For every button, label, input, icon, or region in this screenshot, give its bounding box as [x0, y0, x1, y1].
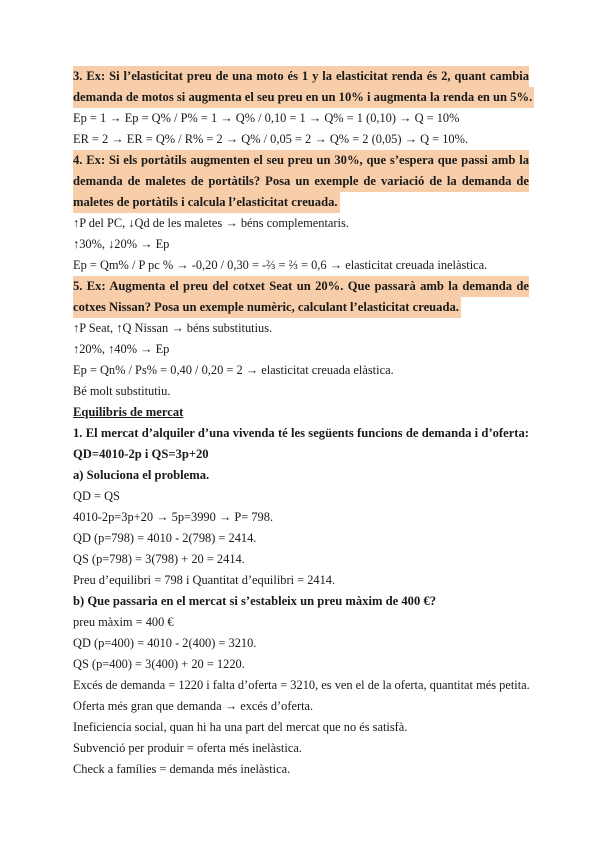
ex1-a-line3: QD (p=798) = 4010 - 2(798) = 2414. — [73, 531, 257, 545]
q3-answer-line1: Ep = 1 → Ep = Q% / P% = 1 → Q% / 0,10 = 1 → Q% = 1 (0,10) → Q = 10% — [73, 111, 460, 125]
document-page — [73, 66, 533, 780]
q5-answer-line3: Ep = Qn% / Ps% = 0,40 / 0,20 = 2 → elasticitat creuada elàstica. — [73, 363, 394, 377]
q4-answer-line3: Ep = Qm% / P pc % → -0,20 / 0,30 = -⅔ = ⅔ = 0,6 → elasticitat creuada inelàstica. — [73, 258, 488, 272]
ex1-b-line3: QS (p=400) = 3(400) + 20 = 1220. — [73, 657, 245, 671]
q4-heading-line2: demanda de maletes de portàtils? Posa un exemple de variació de la demanda de — [73, 171, 529, 192]
ex1-b-line2: QD (p=400) = 4010 - 2(400) = 3210. — [73, 636, 257, 650]
q5-answer-line4: Bé molt substitutiu. — [73, 384, 171, 398]
q4-answer-line2: ↑30%, ↓20% → Ep — [73, 237, 170, 251]
ex1-part-a-title: a) Soluciona el problema. — [73, 468, 210, 482]
q4-heading-line3: maletes de portàtils i calcula l’elasticitat creuada. — [73, 192, 529, 213]
q3-heading-line1: 3. Ex: Si l’elasticitat preu de una moto és 1 y la elasticitat renda és 2, quant cambia — [73, 66, 529, 87]
ex1-b-line6: Ineficiencia social, quan hi ha una part del mercat que no és satisfà. — [73, 720, 408, 734]
q5-heading-line1: 5. Ex: Augmenta el preu del cotxet Seat un 20%. Que passarà amb la demanda de — [73, 276, 529, 297]
ex1-b-line8: Check a famílies = demanda més inelàstica. — [73, 762, 291, 776]
q4-heading-line1: 4. Ex: Si els portàtils augmenten el seu preu un 30%, que s’espera que passi amb la — [73, 150, 529, 171]
ex1-a-line5: Preu d’equilibri = 798 i Quantitat d’equilibri = 2414. — [73, 573, 336, 587]
q3-answer-line2: ER = 2 → ER = Q% / R% = 2 → Q% / 0,05 = 2 → Q% = 2 (0,05) → Q = 10%. — [73, 132, 469, 146]
q5-answer-line2: ↑20%, ↑40% → Ep — [73, 342, 170, 356]
ex1-statement-line1: 1. El mercat d’alquiler d’una vivenda té les següents funcions de demanda i d’oferta: — [73, 426, 529, 440]
q5-answer-line1: ↑P Seat, ↑Q Nissan → béns substitutius. — [73, 321, 273, 335]
q4-answer-line1: ↑P del PC, ↓Qd de les maletes → béns complementaris. — [73, 216, 349, 230]
ex1-b-line4: Excés de demanda = 1220 i falta d’oferta = 3210, es ven el de la oferta, quantitat més petita. — [73, 678, 530, 692]
q5-heading-line2: cotxes Nissan? Posa un exemple numèric, calculant l’elasticitat creuada. — [73, 297, 529, 318]
ex1-b-line1: preu màxim = 400 € — [73, 615, 174, 629]
ex1-a-line1: QD = QS — [73, 489, 120, 503]
ex1-part-b-title: b) Que passaria en el mercat si s’estableix un preu màxim de 400 €? — [73, 594, 436, 608]
ex1-b-line7: Subvenció per produir = oferta més inelàstica. — [73, 741, 302, 755]
ex1-a-line2: 4010-2p=3p+20 → 5p=3990 → P= 798. — [73, 510, 274, 524]
ex1-statement-line2: QD=4010-2p i QS=3p+20 — [73, 447, 209, 461]
ex1-b-line5: Oferta més gran que demanda → excés d’oferta. — [73, 699, 314, 713]
ex1-a-line4: QS (p=798) = 3(798) + 20 = 2414. — [73, 552, 245, 566]
section-title: Equilibris de mercat — [73, 405, 184, 419]
q3-heading-line2: demanda de motos si augmenta el seu preu en un 10% i augmenta la renda en un 5%. — [73, 87, 529, 108]
